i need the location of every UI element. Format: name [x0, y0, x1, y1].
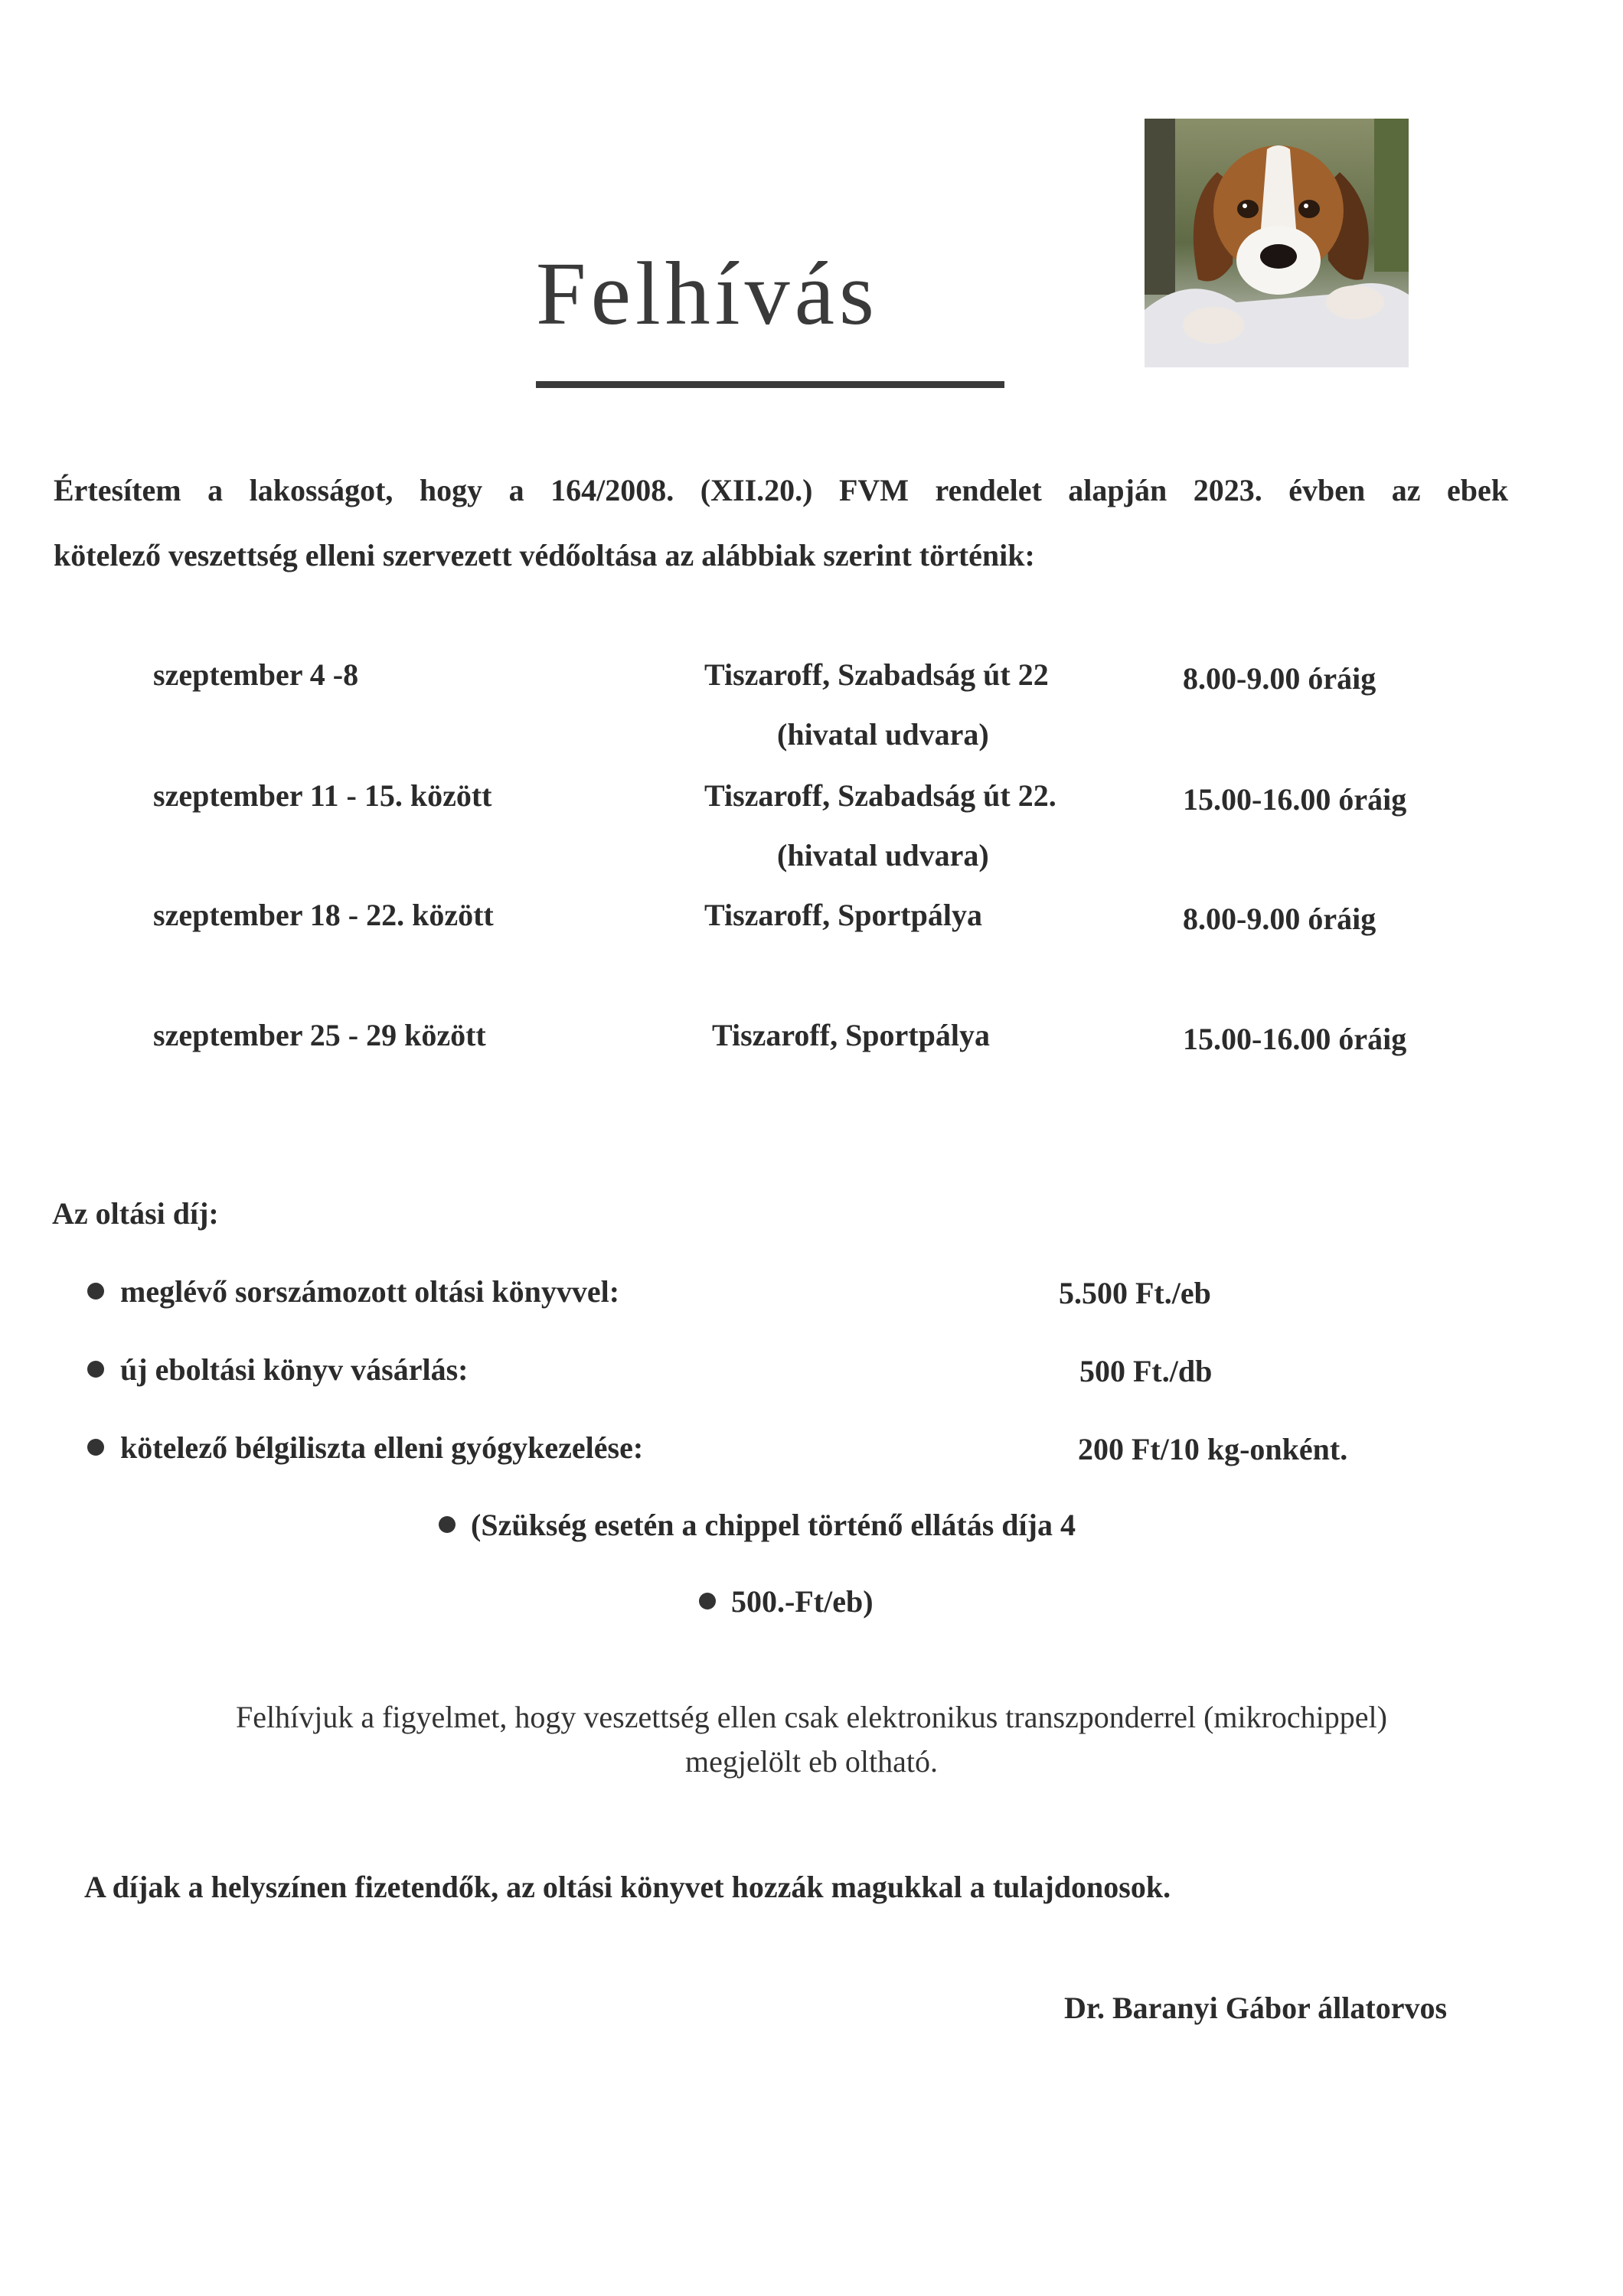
- schedule-date: szeptember 11 - 15. között: [153, 778, 492, 813]
- schedule-time: 15.00-16.00 óráig: [1183, 782, 1407, 817]
- fee-price: 200 Ft/10 kg-onként.: [1078, 1432, 1348, 1466]
- schedule-time: 8.00-9.00 óráig: [1183, 661, 1376, 696]
- intro-line-2: kötelező veszettség elleni szervezett védőoltása az alábbiak szerint történik:: [54, 538, 1035, 572]
- schedule-time: 8.00-9.00 óráig: [1183, 902, 1376, 936]
- schedule-date: szeptember 4 -8: [153, 657, 359, 692]
- fee-price: 500 Ft./db: [1079, 1354, 1213, 1388]
- bullet-icon: [699, 1593, 716, 1609]
- page-title: Felhívás: [536, 243, 879, 344]
- schedule-place: Tiszaroff, Sportpálya: [712, 1018, 990, 1052]
- schedule-place-note: (hivatal udvara): [777, 838, 989, 872]
- fee-price: 5.500 Ft./eb: [1059, 1276, 1211, 1310]
- chip-fee-line-2: 500.-Ft/eb): [731, 1584, 874, 1619]
- schedule-place-note: (hivatal udvara): [777, 717, 989, 752]
- schedule-date: szeptember 18 - 22. között: [153, 898, 494, 932]
- schedule-place: Tiszaroff, Szabadság út 22: [704, 657, 1049, 692]
- schedule-place: Tiszaroff, Szabadság út 22.: [704, 778, 1056, 813]
- beagle-puppy-image: [1145, 119, 1409, 367]
- notice-line-1: Felhívjuk a figyelmet, hogy veszettség ellen csak elektronikus transzponderrel (mikrochippel): [236, 1700, 1387, 1734]
- chip-fee-line-1: (Szükség esetén a chippel történő ellátás díja 4: [471, 1508, 1076, 1542]
- fees-heading: Az oltási díj:: [52, 1196, 219, 1231]
- signature: Dr. Baranyi Gábor állatorvos: [1064, 1991, 1448, 2025]
- fee-label: meglévő sorszámozott oltási könyvvel:: [120, 1274, 620, 1309]
- notice-line-2: megjelölt eb oltható.: [685, 1744, 938, 1779]
- schedule-time: 15.00-16.00 óráig: [1183, 1022, 1407, 1056]
- intro-line-1: Értesítem a lakosságot, hogy a 164/2008. (XII.20.) FVM rendelet alapján 2023. évben az ebek: [54, 473, 1508, 507]
- fee-label: új eboltási könyv vásárlás:: [120, 1352, 469, 1387]
- puppy-photo: [1145, 119, 1409, 367]
- schedule-place: Tiszaroff, Sportpálya: [704, 898, 982, 932]
- schedule-date: szeptember 25 - 29 között: [153, 1018, 486, 1052]
- title-underline: [536, 381, 1004, 388]
- fee-label: kötelező bélgiliszta elleni gyógykezelése:: [120, 1430, 644, 1465]
- bullet-icon: [87, 1439, 104, 1456]
- microchip-notice: [115, 1695, 1508, 1784]
- payment-note: A díjak a helyszínen fizetendők, az oltási könyvet hozzák magukkal a tulajdonosok.: [84, 1870, 1171, 1904]
- bullet-icon: [87, 1361, 104, 1378]
- bullet-icon: [439, 1516, 456, 1533]
- bullet-icon: [87, 1283, 104, 1300]
